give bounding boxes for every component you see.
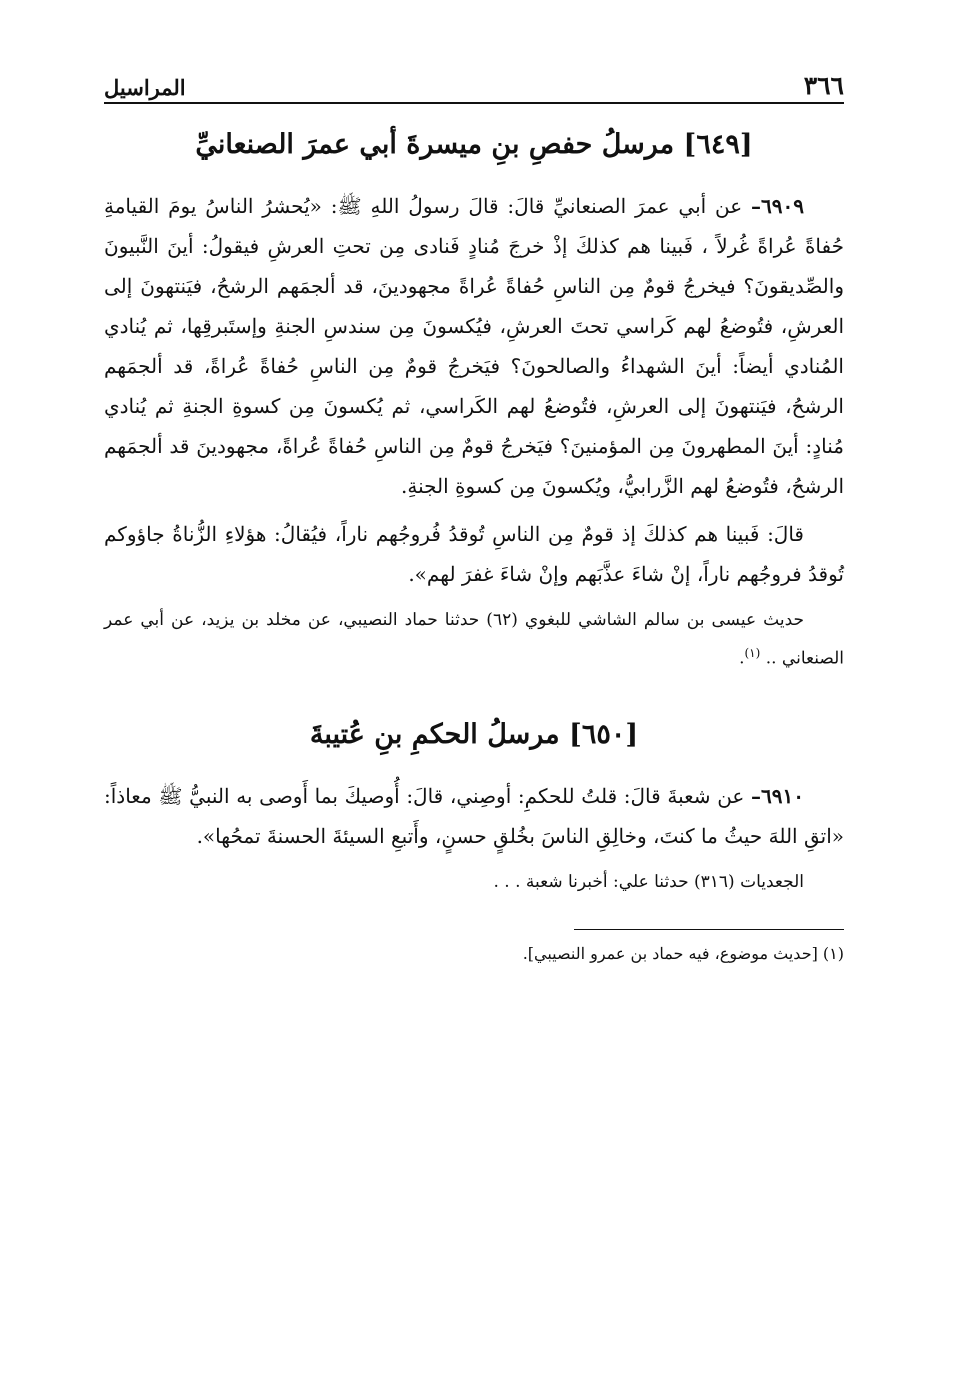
hadith-text: عن أبي عمرَ الصنعانيِّ قالَ: قالَ رسولُ اللهِ ﷺ: «يُحشرُ الناسُ يومَ القيامةِ حُفاةً عُراةً غُرلاً ، فَبينا هم كذلكَ إذْ خرجَ مُنادٍ فَنادى مِن تحتِ العرشِ فيقولُ: أينَ النَّبيونَ والصِّديقونَ؟ فيخرجُ قومٌ مِن الناسِ حُفاةً عُراةً مجهودينَ، قد ألجمَهم الرشحُ، فيَنتهونَ إلى العرشِ، فتُوضعُ لهم كَراسي تحتَ العرشِ، فيُكسونَ مِن سندسِ الجنةِ وإستَبرقِها، ثم يُنادي المُنادي أيضاً: أينَ الشهداءُ والصالحونَ؟ فيَخرجُ قومٌ مِن الناسِ حُفاةً عُراةً، قد ألجمَهم الرشحُ، فيَنتهونَ إلى العرشِ، فتُوضعُ لهم الكَراسي، ثم يُكسونَ مِن كسوةِ الجنةِ ثم يُنادي مُنادٍ: أينَ المطهرونَ مِن المؤمنينَ؟ فيَخرجُ قومٌ مِن الناسِ حُفاةً عُراةً، مجهودينَ قد ألجمَهم الرشحُ، فتُوضعُ لهم الزَّرابيُّ، ويُكسونَ مِن كسوةِ الجنةِ. [104, 194, 844, 498]
hadith-source: حديث عيسى بن سالم الشاشي للبغوي (٦٢) حدثنا حماد النصيبي، عن مخلد بن يزيد، عن أبي عمر الصنعاني .. $^{(١)}$. [104, 610, 844, 669]
page [104, 60, 844, 968]
chapter-title-649: [٦٤٩] مرسلُ حفصِ بنِ ميسرةَ أبي عمرَ الصنعانيِّ [195, 129, 753, 160]
book-title: المراسيل [104, 75, 186, 100]
source-text: حديث عيسى بن سالم الشاشي للبغوي (٦٢) حدثنا حماد النصيبي، عن مخلد بن يزيد، عن أبي عمر الصنعاني .. [104, 610, 844, 669]
page-number: ٣٦٦ [803, 71, 844, 100]
hadith-source [104, 866, 844, 899]
hadith-continuation [104, 514, 844, 594]
chapter-title-650: [٦٥٠] مرسلُ الحكمِ بنِ عُتيبةَ [309, 718, 639, 750]
hadith-6910 [104, 776, 844, 856]
hadith-text: عن شعبةَ قالَ: قلتُ للحكمِ: أوصِني، قالَ: أُوصيكَ بما أَوصى به النبيُّ ﷺ معاذاً: «اتقِ اللهَ حيثُ ما كنتَ، وخالِقِ الناسَ بخُلقٍ حسنٍ، وأَتبعِ السيئةَ الحسنةَ تمحُها». [104, 783, 844, 848]
footnote: (١) [حديث موضوع، فيه حماد بن عمرو النصيبي]. [522, 943, 844, 963]
footnote-marker: (١) [744, 646, 761, 660]
hadith-6909 [104, 186, 844, 506]
running-head [104, 60, 844, 104]
hadith-continuation-text: قالَ: فَبينا هم كذلكَ إذ قومٌ مِن الناسِ تُوقدُ فُروجُهم ناراً، فيُقالُ: هؤلاءِ الزُّناةُ جاؤوكم تُوقدُ فروجُهم ناراً، إنْ شاءَ عذَّبَهم وإنْ شاءَ غفرَ لهم». [104, 522, 844, 586]
hadith-number: ٦٩١٠– [751, 783, 805, 808]
hadith-number: ٦٩٠٩– [751, 194, 804, 218]
source-text: الجعديات (٣١٦) حدثنا علي: أخبرنا شعبة . . . [493, 871, 804, 892]
footnote-divider [574, 929, 844, 930]
